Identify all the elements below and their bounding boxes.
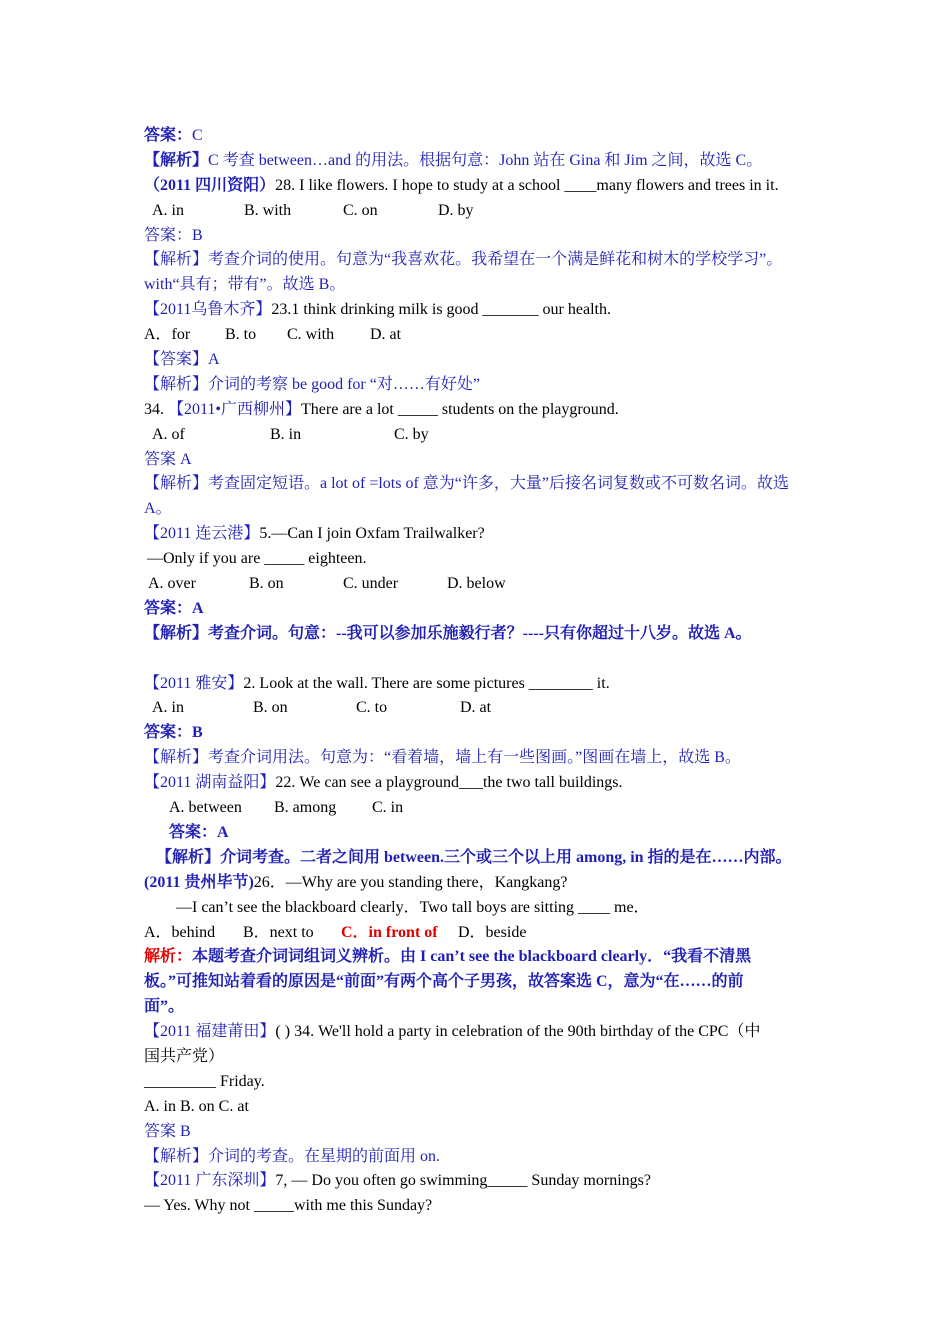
source-tag: 【2011 福建莆田】 bbox=[144, 1023, 276, 1041]
option-c: C. to bbox=[356, 699, 388, 717]
q7-options bbox=[144, 796, 824, 821]
q3-stem bbox=[144, 298, 824, 323]
option-b: B. on bbox=[253, 699, 288, 717]
option-a: A. of bbox=[152, 425, 185, 443]
option-c: C. by bbox=[394, 425, 429, 443]
q4-analysis-1: 【解析】考查固定短语。a lot of =lots of 意为“许多，大量”后接名词复数或不可数名词。故选 bbox=[144, 475, 789, 493]
question-text: 23.1 think drinking milk is good _______ our health. bbox=[271, 301, 611, 319]
option-c: C. on bbox=[343, 201, 378, 219]
question-text: There are a lot _____ students on the playground. bbox=[301, 400, 619, 418]
q6-options bbox=[144, 696, 824, 721]
question-text: ( ) 34. We'll hold a party in celebration of the 90th birthday of the CPC（中 bbox=[275, 1023, 761, 1041]
option-c: C. under bbox=[343, 575, 399, 593]
q5-options bbox=[144, 572, 824, 597]
q9-answer: 答案 B bbox=[144, 1122, 191, 1140]
q8-stem-2: —I can’t see the blackboard clearly．Two tall boys are sitting ____ me． bbox=[176, 898, 650, 916]
analysis-text: C 考查 between…and 的用法。根据句意：John 站在 Gina 和 Jim 之间，故选 C。 bbox=[208, 151, 763, 169]
source-tag: (2011 贵州毕节) bbox=[144, 873, 254, 891]
blank-line bbox=[144, 647, 824, 672]
q9-analysis: 【解析】介词的考查。在星期的前面用 on. bbox=[144, 1147, 441, 1165]
q5-answer: 答案：A bbox=[144, 599, 204, 617]
option-a: A. in bbox=[152, 201, 184, 219]
q7-analysis: 【解析】介词考查。二者之间用 between.三个或三个以上用 among, in 指的是在……内部。 bbox=[156, 848, 792, 866]
option-d: D. at bbox=[460, 699, 492, 717]
q6-answer: 答案：B bbox=[144, 724, 203, 742]
q3-options bbox=[144, 323, 824, 348]
question-text: 22. We can see a playground___the two tall buildings. bbox=[275, 774, 623, 792]
q6-analysis: 【解析】考查介词用法。句意为：“看着墙，墙上有一些图画。”图画在墙上，故选 B。 bbox=[144, 749, 741, 767]
q2-analysis-1: 【解析】考查介词的使用。句意为“我喜欢花。我希望在一个满是鲜花和树木的学校学习”。 bbox=[144, 251, 783, 269]
q4-options bbox=[144, 423, 824, 448]
q1-analysis bbox=[144, 149, 824, 174]
analysis-label: 解析： bbox=[144, 948, 193, 966]
option-c: C. in bbox=[372, 799, 404, 817]
q10-stem-2: — Yes. Why not _____with me this Sunday? bbox=[144, 1197, 433, 1215]
option-a: A. between bbox=[169, 799, 242, 817]
q2-analysis-2: with“具有；带有”。故选 B。 bbox=[144, 276, 346, 294]
source-tag: （2011 四川资阳） bbox=[144, 176, 276, 194]
source-tag: 【2011 连云港】 bbox=[144, 525, 260, 543]
answer-value: C bbox=[192, 127, 203, 144]
q2-options bbox=[144, 199, 824, 224]
q8-analysis-1 bbox=[144, 945, 824, 970]
q3-analysis: 【解析】介词的考察 be good for “对……有好处” bbox=[144, 375, 480, 393]
question-text: 28. I like flowers. I hope to study at a school ____many flowers and trees in it. bbox=[275, 176, 779, 194]
q7-stem bbox=[144, 771, 824, 796]
option-b: B. with bbox=[244, 201, 292, 219]
option-d: D．beside bbox=[458, 923, 527, 941]
option-d: D. below bbox=[447, 575, 506, 593]
option-b: B．next to bbox=[243, 923, 314, 941]
q5-stem-2: —Only if you are _____ eighteen. bbox=[147, 550, 367, 568]
source-tag: 【2011 湖南益阳】 bbox=[144, 774, 276, 792]
source-tag: 【2011乌鲁木齐】 bbox=[144, 301, 272, 319]
option-b: B. in bbox=[270, 425, 302, 443]
option-a: A. in bbox=[152, 699, 184, 717]
q8-stem bbox=[144, 871, 824, 896]
option-a: A．for bbox=[144, 326, 191, 344]
option-b: B. on bbox=[249, 575, 284, 593]
q3-answer: 【答案】A bbox=[144, 351, 220, 369]
q9-stem bbox=[144, 1020, 824, 1045]
q2-stem bbox=[144, 174, 824, 199]
source-tag: 【2011•广西柳州】 bbox=[168, 400, 302, 418]
q4-stem bbox=[144, 398, 824, 423]
question-text: 26．—Why are you standing there，Kangkang? bbox=[253, 873, 568, 891]
q9-stem-2: 国共产党） bbox=[144, 1047, 225, 1065]
q6-stem bbox=[144, 672, 824, 697]
option-d: D. at bbox=[370, 326, 402, 344]
q8-options bbox=[144, 921, 824, 946]
q8-analysis-2: 板。”可推知站着看的原因是“前面”有两个高个子男孩，故答案选 C，意为“在……的前 bbox=[144, 973, 744, 991]
q5-stem bbox=[144, 522, 824, 547]
q4-analysis-2: A。 bbox=[144, 500, 172, 518]
question-text: 7, — Do you often go swimming_____ Sunday mornings? bbox=[275, 1172, 651, 1190]
option-b: B. to bbox=[225, 326, 257, 344]
source-tag: 【2011 广东深圳】 bbox=[144, 1172, 276, 1190]
q8-analysis-3: 面”。 bbox=[144, 998, 185, 1016]
answer-label: 答案： bbox=[144, 127, 193, 144]
q5-analysis: 【解析】考查介词。句意：--我可以参加乐施毅行者？----只有你超过十八岁。故选 A。 bbox=[144, 624, 752, 642]
option-a: A. over bbox=[148, 575, 196, 593]
q9-options: A. in B. on C. at bbox=[144, 1097, 249, 1115]
analysis-tag: 【解析】 bbox=[144, 151, 209, 169]
document-content bbox=[144, 124, 824, 1219]
q1-answer bbox=[144, 124, 824, 149]
analysis-text: 本题考查介词词组词义辨析。由 I can’t see the blackboard clearly．“我看不清黑 bbox=[192, 948, 752, 966]
q7-answer: 答案：A bbox=[169, 823, 229, 841]
q9-stem-3: _________ Friday. bbox=[144, 1072, 265, 1090]
question-text: 5.—Can I join Oxfam Trailwalker? bbox=[259, 525, 485, 543]
q2-answer: 答案：B bbox=[144, 226, 203, 244]
question-text: 2. Look at the wall. There are some pictures ________ it. bbox=[243, 674, 610, 692]
option-c: C. with bbox=[287, 326, 335, 344]
q4-answer: 答案 A bbox=[144, 450, 192, 468]
question-number: 34. bbox=[144, 400, 168, 418]
option-c: C．in front of bbox=[341, 923, 438, 941]
option-d: D. by bbox=[438, 201, 474, 219]
q10-stem bbox=[144, 1169, 824, 1194]
source-tag: 【2011 雅安】 bbox=[144, 674, 244, 692]
option-a: A．behind bbox=[144, 923, 216, 941]
option-b: B. among bbox=[274, 799, 337, 817]
